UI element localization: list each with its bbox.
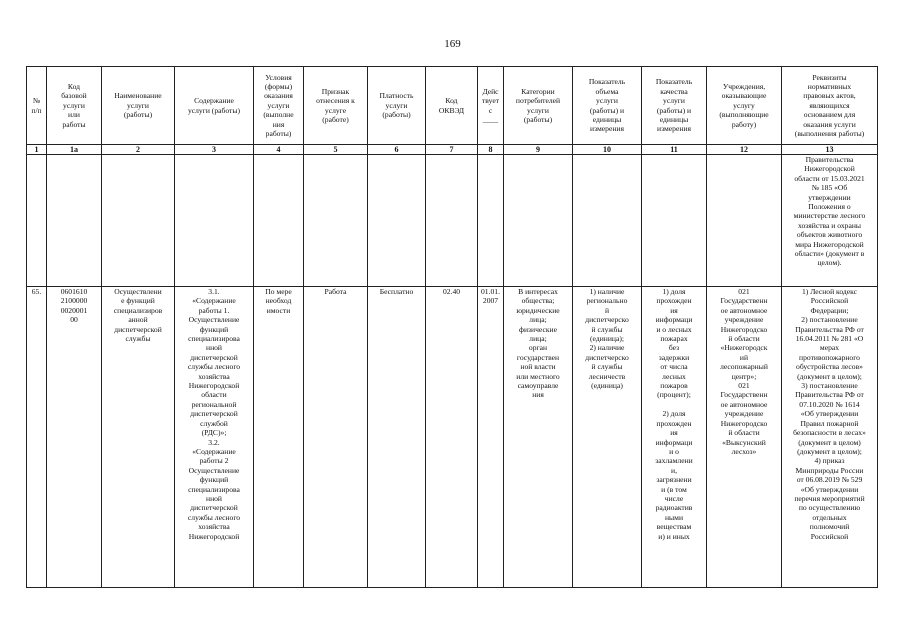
- header-cell: Показатель качества услуги (работы) и единицы измерения: [642, 67, 707, 145]
- header-cell: Содержание услуги (работы): [175, 67, 254, 145]
- table-row: [27, 287, 878, 588]
- volume-indicator: 1) наличие регионально й диспетчерско й службы (единица); 2) наличие диспетчерско й службы лесничеств (единица): [573, 287, 642, 588]
- service-attribute: Работа: [304, 287, 368, 588]
- header-cell: № п/п: [27, 67, 47, 145]
- column-number: 11: [642, 145, 707, 155]
- header-cell: Код базовой услуги или работы: [47, 67, 102, 145]
- legal-acts: 1) Лесной кодекс Российской Федерации; 2) постановление Правительства РФ от 16.04.2011 № 281 «О мерах противопожарного обустройства лесов» (документ в целом); 3) постановление Правительства РФ от 07.10.2020 № 1614 «Об утверждении Правил пожарной безопасности в лесах» (документ в целом) (документ в целом); 4) приказ Минприроды России от 06.08.2019 № 529 «Об утверждении перечня мероприятий по осуществлению отдельных полномочий Российской: [782, 287, 878, 588]
- header-cell: Наименование услуги (работы): [102, 67, 175, 145]
- column-number: 2: [102, 145, 175, 155]
- consumer-categories: В интересах общества; юридические лица; физические лица; орган государствен ной власти или местного самоуправле ния: [504, 287, 573, 588]
- okved-code: 02.40: [426, 287, 478, 588]
- header-cell: Показатель объема услуги (работы) и единицы измерения: [573, 67, 642, 145]
- table-cell: [504, 155, 573, 287]
- table-cell: [707, 155, 782, 287]
- column-number: 3: [175, 145, 254, 155]
- row-number: 65.: [27, 287, 47, 588]
- column-number: 6: [368, 145, 426, 155]
- table-cell: [47, 155, 102, 287]
- table-cell: [426, 155, 478, 287]
- continuation-row: [27, 155, 878, 287]
- service-payment: Бесплатно: [368, 287, 426, 588]
- column-number: 13: [782, 145, 878, 155]
- header-cell: Условия (формы) оказания услуги (выполне ния работы): [254, 67, 304, 145]
- table-cell: [175, 155, 254, 287]
- column-number: 1: [27, 145, 47, 155]
- column-number: 8: [478, 145, 504, 155]
- header-cell: Код ОКВЭД: [426, 67, 478, 145]
- service-conditions: По мере необход имости: [254, 287, 304, 588]
- header-cell: Дейс твует с ____: [478, 67, 504, 145]
- column-number: 7: [426, 145, 478, 155]
- valid-from: 01.01. 2007: [478, 287, 504, 588]
- table-cell: [573, 155, 642, 287]
- column-number: 9: [504, 145, 573, 155]
- service-code: 0601610 2100000 0020001 00: [47, 287, 102, 588]
- table-cell: [102, 155, 175, 287]
- table-cell: [304, 155, 368, 287]
- service-name: Осуществлени е функций специализиров анной диспетчерской службы: [102, 287, 175, 588]
- header-cell: Категории потребителей услуги (работы): [504, 67, 573, 145]
- table-cell: [478, 155, 504, 287]
- legal-acts-continuation: Правительства Нижегородской области от 15.03.2021 № 185 «Об утверждении Положения о министерстве лесного хозяйства и охраны объектов животного мира Нижегородской области» (документ в целом).: [782, 155, 878, 287]
- services-registry-table: [26, 66, 878, 588]
- page-number: 169: [444, 38, 461, 50]
- header-cell: Признак отнесения к услуге (работе): [304, 67, 368, 145]
- column-number: 12: [707, 145, 782, 155]
- table-cell: [254, 155, 304, 287]
- header-cell: Реквизиты нормативных правовых актов, являющихся основанием для оказания услуги (выполнения работы): [782, 67, 878, 145]
- column-number-row: [27, 145, 878, 155]
- header-cell: Платность услуги (работы): [368, 67, 426, 145]
- column-number: 5: [304, 145, 368, 155]
- table-header-row: [27, 67, 878, 145]
- service-content: 3.1. «Содержание работы 1. Осуществление функций специализирова нной диспетчерской службы лесного хозяйства Нижегородской области региональной диспетчерской службой (РДС)»; 3.2. «Содержание работы 2 Осуществление функций специализирова нной диспетчерской службы лесного хозяйства Нижегородской: [175, 287, 254, 588]
- table-cell: [368, 155, 426, 287]
- institutions: 021 Государственн ое автономное учреждение Нижегородско й области «Нижегородск ий лесопожарный центр»; 021 Государственн ое автономное учреждение Нижегородско й области «Выксунский лесхоз»: [707, 287, 782, 588]
- header-cell: Учреждения, оказывающие услугу (выполняющие работу): [707, 67, 782, 145]
- column-number: 1а: [47, 145, 102, 155]
- table-cell: [27, 155, 47, 287]
- table-cell: [642, 155, 707, 287]
- column-number: 10: [573, 145, 642, 155]
- column-number: 4: [254, 145, 304, 155]
- quality-indicator: 1) доля прохожден ия информаци и о лесных пожарах без задержки от числа лесных пожаров (процент); 2) доля прохожден ия информаци и о захламлени и, загрязнени и (в том числе радиоактив ными веществам и) и иных: [642, 287, 707, 588]
